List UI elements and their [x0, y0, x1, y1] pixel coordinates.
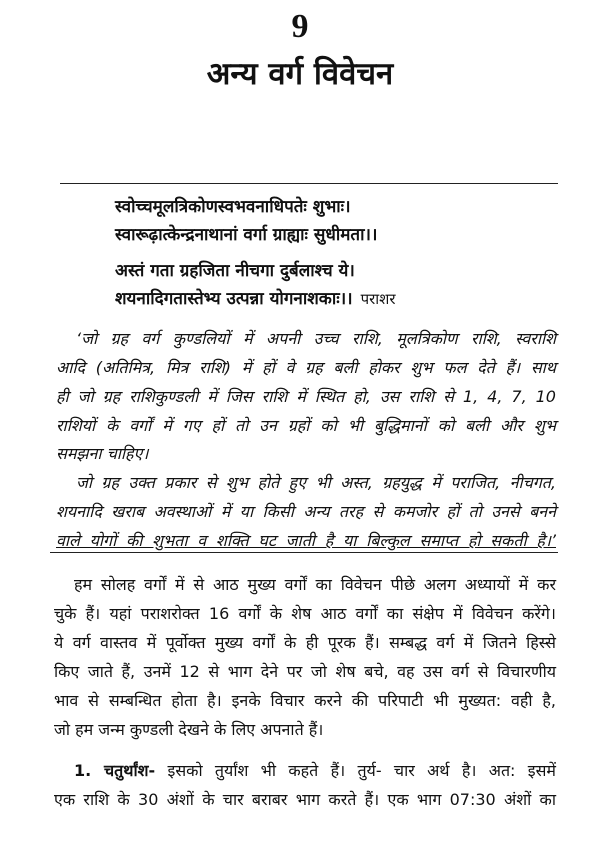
- translation-line: आदि (अतिमित्र, मित्र राशि) में हों वे ग्रह बली होकर शुभ फल देते हैं। साथ: [56, 358, 556, 377]
- top-divider: [60, 183, 558, 184]
- body-line: किए जाते हैं, उनमें 12 से भाग देने पर जो शेष बचे, वह उस वर्ग से विचारणीय: [54, 662, 556, 681]
- body-line: चुके हैं। यहां पराशरोक्त 16 वर्गों के शेष आठ वर्गों का संक्षेप में विवेचन करेंगे।: [54, 604, 556, 623]
- translation-line: वाले योगों की शुभता व शक्ति घट जाती है या बिल्कुल समाप्त हो सकती है।’: [56, 531, 556, 550]
- chapter-number: 9: [291, 8, 309, 45]
- chapter-title: अन्य वर्ग विवेचन: [206, 56, 394, 92]
- verse-text: शयनादिगतास्तेभ्य उत्पन्ना योगनाशकाः।।: [115, 289, 353, 309]
- section-first-line: [74, 759, 556, 781]
- verse-line: अस्तं गता ग्रहजिता नीचगा दुर्बलाश्च ये।: [115, 261, 355, 281]
- body-line: ये वर्ग वास्तव में पूर्वोक्त मुख्य वर्गों के ही पूरक हैं। सम्बद्ध वर्ग में जितने हिस्से: [54, 633, 556, 652]
- body-line: भाव से सम्बन्धित होता है। इनके विचार करने की परिपाटी भी मुख्यत: वही है,: [54, 691, 556, 710]
- section-text: इसको तुर्यांश भी कहते हैं। तुर्य- चार अर्थ है। अत: इसमें: [167, 761, 557, 780]
- translation-line: जो ग्रह उक्त प्रकार से शुभ होते हुए भी अस्त, ग्रहयुद्ध में पराजित, नीचगत,: [76, 473, 556, 492]
- verse-line: स्वोच्चमूलत्रिकोणस्वभवनाधिपतेः शुभाः।: [115, 197, 351, 217]
- translation-line: राशियों के वर्गों में गए हों तो उन ग्रहों को भी बुद्धिमानों को बली और शुभ: [56, 416, 556, 435]
- body-line: हम सोलह वर्गों में से आठ मुख्य वर्गों का विवेचन पीछे अलग अध्यायों में कर: [74, 575, 556, 594]
- body-line: एक राशि के 30 अंशों के चार बराबर भाग करते हैं। एक भाग 07:30 अंशों का: [54, 790, 556, 809]
- body-line: जो हम जन्म कुण्डली देखने के लिए अपनाते हैं।: [54, 720, 324, 739]
- section-heading: 1. चतुर्थांश-: [74, 761, 156, 780]
- bottom-divider: [50, 552, 558, 553]
- verse-line: [115, 286, 395, 309]
- verse-source: पराशर: [360, 290, 396, 308]
- translation-line: समझना चाहिए।: [56, 444, 149, 463]
- translation-line: ही जो ग्रह राशिकुण्डली में जिस राशि में स्थित हो, उस राशि से 1, 4, 7, 10: [56, 387, 556, 406]
- translation-line: शयनादि खराब अवस्थाओं में या किसी अन्य तरह से कमजोर हों तो उनसे बनने: [56, 502, 556, 521]
- translation-line: ‘जो ग्रह वर्ग कुण्डलियों में अपनी उच्च राशि, मूलत्रिकोण राशि, स्वराशि: [76, 329, 556, 348]
- verse-line: स्वारूढ़ात्केन्द्रनाथानां वर्गा ग्राह्याः सुधीमता।।: [115, 225, 378, 245]
